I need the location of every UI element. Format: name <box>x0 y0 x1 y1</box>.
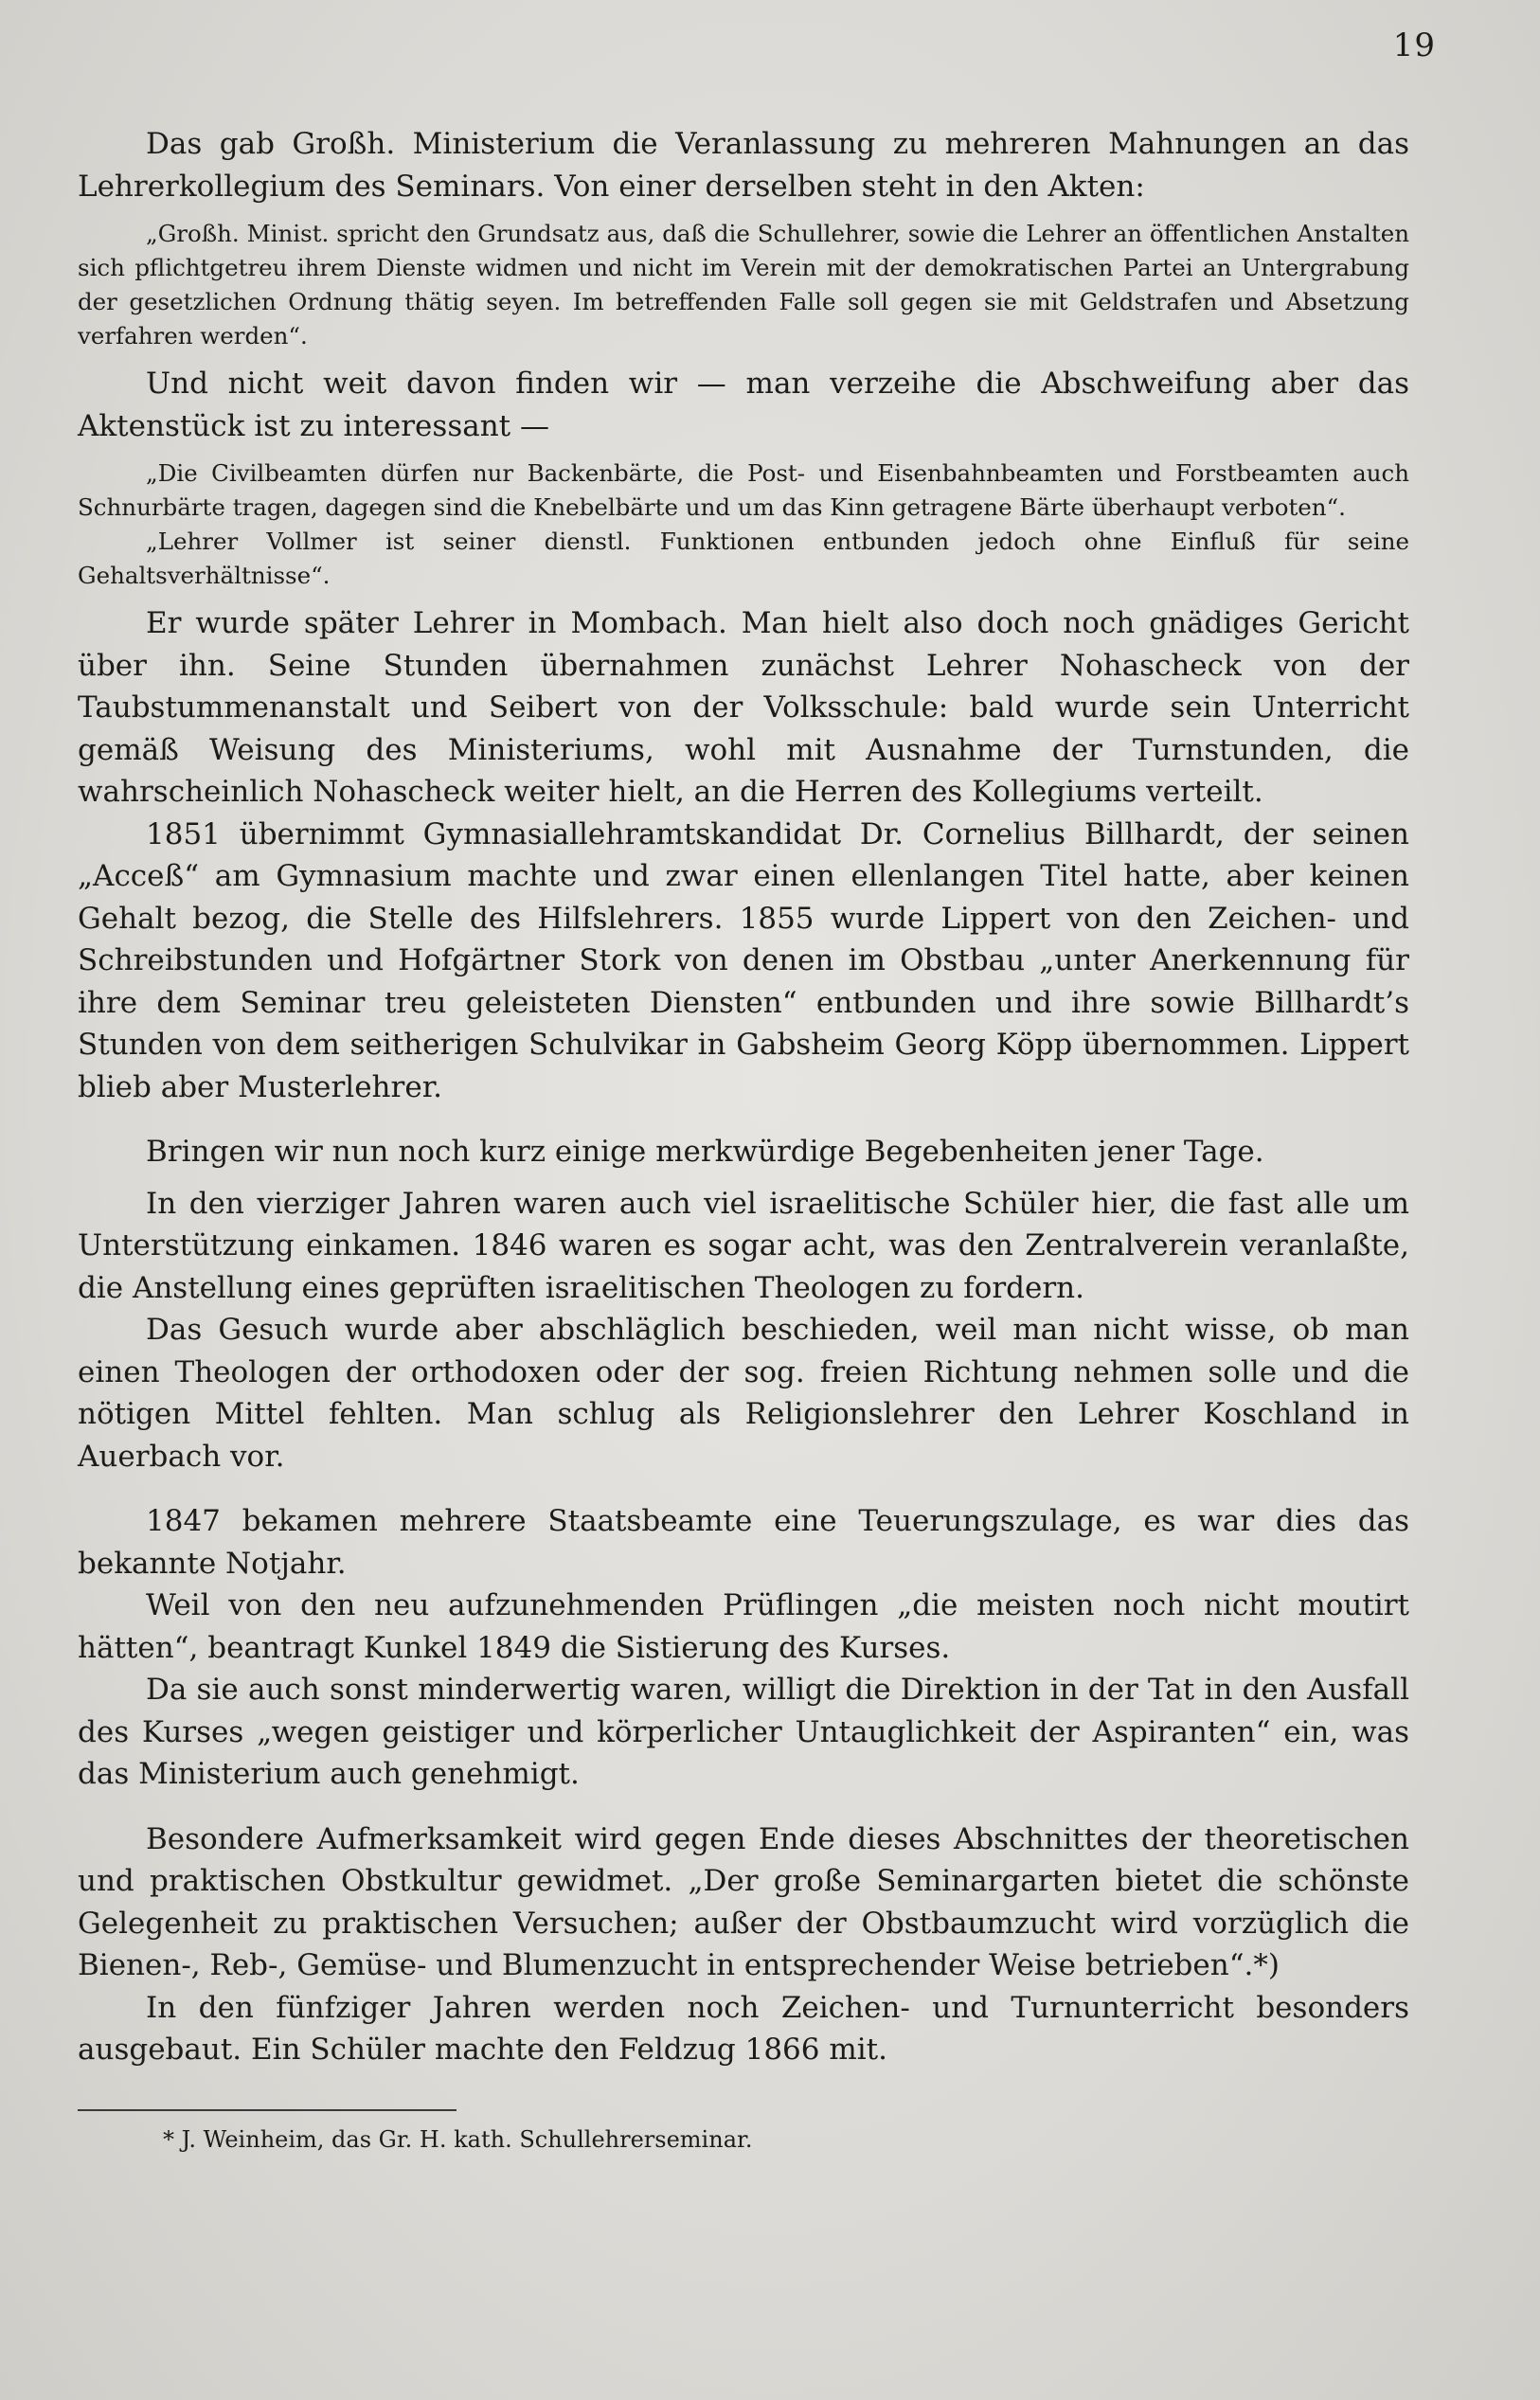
footnote: * J. Weinheim, das Gr. H. kath. Schullehrerseminar. <box>163 2125 753 2153</box>
page-number: 19 <box>1392 27 1436 64</box>
paragraph-digression: Und nicht weit davon finden wir — man verzeihe die Abschweifung aber das Aktenstück ist zu interessant — <box>78 367 1409 443</box>
paragraph-fruit-culture: Besondere Aufmerksamkeit wird gegen Ende dieses Abschnittes der theoretischen und praktischen Obstkultur gewidmet. „Der große Seminargarten bietet die schönste Gelegenheit zu praktischen Versuchen; außer der Obstbaumzucht wird vorzüglich die Bienen-, Reb-, Gemüse- und Blumenzucht in entsprechender Weise betrieben“.*) <box>78 1821 1409 1982</box>
footnote-divider <box>78 2109 457 2111</box>
quote-beard-regulation: „Die Civilbeamten dürfen nur Backenbärte, die Post- und Eisenbahnbeamten und Forstbeamten auch Schnurbärte tragen, dagegen sind die Knebelbärte und um das Kinn getragene Bärte überhaupt verboten“. <box>78 459 1409 521</box>
paragraph-fifties: In den fünfziger Jahren werden noch Zeichen- und Turnunterricht besonders ausgebaut. Ein Schüler machte den Feldzug 1866 mit. <box>78 1990 1409 2067</box>
paragraph-1847: 1847 bekamen mehrere Staatsbeamte eine Teuerungszulage, es war dies das bekannte Notjahr. <box>78 1504 1409 1581</box>
paragraph-israelite-students: In den vierziger Jahren waren auch viel israelitische Schüler hier, die fast alle um Unterstützung einkamen. 1846 waren es sogar acht, was den Zentralverein veranlaßte, die Anstellung eines geprüften israelitischen Theologen zu fordern. <box>78 1186 1409 1305</box>
quote-vollmer: „Lehrer Vollmer ist seiner dienstl. Funktionen entbunden jedoch ohne Einfluß für seine Gehaltsverhältnisse“. <box>78 528 1409 589</box>
paragraph-events-intro: Bringen wir nun noch kurz einige merkwürdige Begebenheiten jener Tage. <box>146 1135 1264 1169</box>
paragraph-1851: 1851 übernimmt Gymnasiallehramtskandidat Dr. Cornelius Billhardt, der seinen „Acceß“ am Gymnasium machte und zwar einen ellenlangen Titel hatte, aber keinen Gehalt bezog, die Stelle des Hilfslehrers. 1855 wurde Lippert von den Zeichen- und Schreibstunden und Hofgärtner Stork von denen im Obstbau „unter Anerkennung für ihre dem Seminar treu geleisteten Diensten“ entbunden und ihre sowie Billhardt’s Stunden von dem seitherigen Schulvikar in Gabsheim Georg Köpp übernommen. Lippert blieb aber Musterlehrer. <box>78 816 1409 1104</box>
paragraph-ministry-warnings: Das gab Großh. Ministerium die Veranlassung zu mehreren Mahnungen an das Lehrerkollegium des Seminars. Von einer derselben steht in den Akten: <box>78 127 1409 204</box>
paragraph-mombach: Er wurde später Lehrer in Mombach. Man hielt also doch noch gnädiges Gericht über ihn. Seine Stunden übernahmen zunächst Lehrer Nohascheck von der Taubstummenanstalt und Seibert von der Volksschule: bald wurde sein Unterricht gemäß Weisung des Ministeriums, wohl mit Ausnahme der Turnstunden, die wahrscheinlich Nohascheck weiter hielt, an die Herren des Kollegiums verteilt. <box>78 606 1409 809</box>
paragraph-petition: Das Gesuch wurde aber abschläglich beschieden, weil man nicht wisse, ob man einen Theologen der orthodoxen oder der sog. freien Richtung nehmen solle und die nötigen Mittel fehlten. Man schlug als Religionslehrer den Lehrer Koschland in Auerbach vor. <box>78 1313 1409 1474</box>
paragraph-examinees: Weil von den neu aufzunehmenden Prüflingen „die meisten noch nicht moutirt hätten“, beantragt Kunkel 1849 die Sistierung des Kurses. <box>78 1588 1409 1665</box>
paragraph-course-cancelled: Da sie auch sonst minderwertig waren, willigt die Direktion in der Tat in den Ausfall des Kurses „wegen geistiger und körperlicher Untauglichkeit der Aspiranten“ ein, was das Ministerium auch genehmigt. <box>78 1673 1409 1791</box>
quote-ministry-decree: „Großh. Minist. spricht den Grundsatz aus, daß die Schullehrer, sowie die Lehrer an öffentlichen Anstalten sich pflichtgetreu ihrem Dienste widmen und nicht im Verein mit der demokratischen Partei an Untergrabung der gesetzlichen Ordnung thätig seyen. Im betreffenden Falle soll gegen sie mit Geldstrafen und Absetzung verfahren werden“. <box>78 220 1409 349</box>
